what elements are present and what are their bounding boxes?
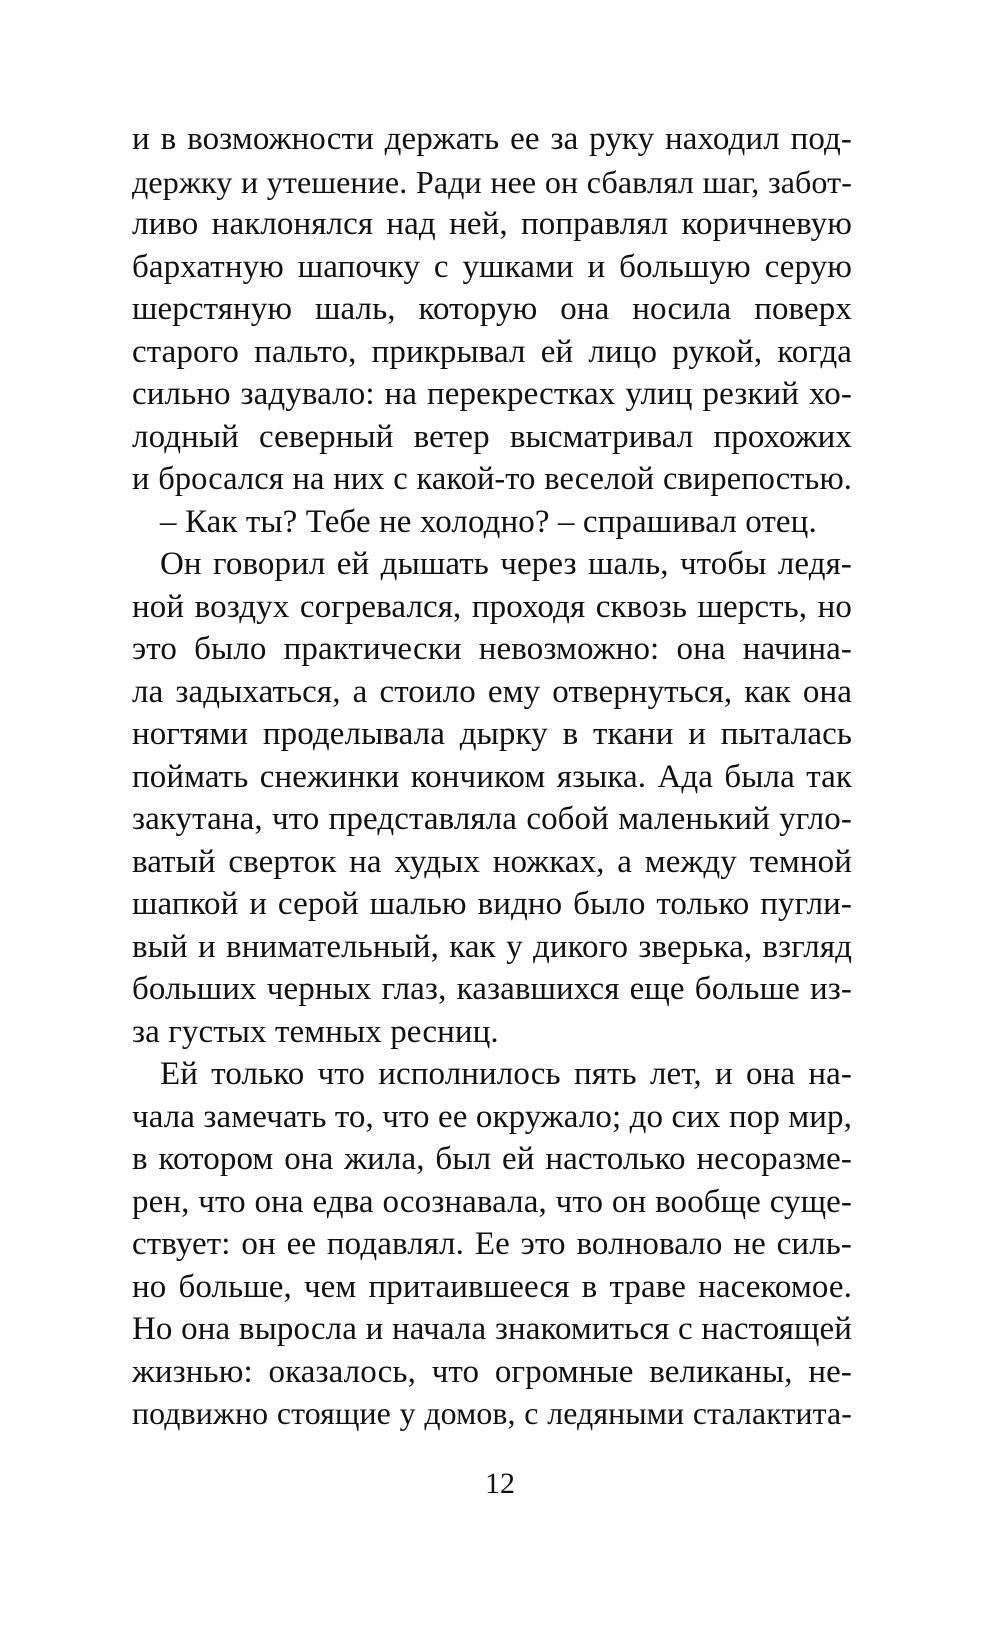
- text-line: держку и утешение. Ради нее он сбавлял шаг, забот-: [132, 163, 852, 200]
- text-line: чала замечать то, что ее окружало; до сих пор мир,: [132, 1098, 852, 1135]
- text-line: поймать снежинки кончиком языка. Ада была так: [132, 758, 852, 795]
- text-line: ствует: он ее подавлял. Ее это волновало не силь-: [132, 1226, 852, 1262]
- text-line: ватый сверток на худых ножках, а между темной: [132, 843, 852, 880]
- text-line: закутана, что представляла собой маленький угло-: [132, 801, 852, 837]
- text-line: и бросался на них с какой-то веселой свирепостью.: [132, 461, 852, 497]
- text-line: лодный северный ветер высматривал прохожих: [132, 418, 852, 455]
- text-line: подвижно стоящие у домов, с ледяными сталактита-: [132, 1396, 852, 1431]
- paragraph-last-line: за густых темных ресниц.: [132, 1013, 499, 1050]
- text-line: и в возможности держать ее за руку находил под-: [132, 121, 852, 157]
- text-line: в котором она жила, был ей настолько несоразме-: [132, 1141, 852, 1177]
- page-number: 12: [485, 1467, 515, 1500]
- paragraph-first-line: Он говорил ей дышать через шаль, чтобы ледя-: [160, 546, 852, 582]
- body-text: [132, 118, 852, 1436]
- text-line: это было практически невозможно: она начина-: [132, 631, 852, 667]
- text-line: рен, что она едва осознавала, что он вообще суще-: [132, 1183, 852, 1220]
- text-line: но больше, чем притаившееся в траве насекомое.: [132, 1268, 852, 1305]
- text-line: шапкой и серой шалью видно было только пугли-: [132, 886, 852, 922]
- text-line: ной воздух согревался, проходя сквозь шерсть, но: [132, 588, 852, 625]
- text-line: бархатную шапочку с ушками и большую серую: [132, 248, 852, 285]
- text-line: ногтями проделывала дырку в ткани и пыталась: [132, 716, 852, 752]
- text-line: ливо наклонялся над ней, поправлял коричневую: [132, 206, 852, 242]
- text-line: шерстяную шаль, которую она носила поверх: [132, 291, 852, 327]
- text-line: больших черных глаз, казавшихся еще больше из-: [132, 971, 852, 1007]
- text-line: вый и внимательный, как у дикого зверька, взгляд: [132, 928, 852, 965]
- text-line: старого пальто, прикрывал ей лицо рукой, когда: [132, 333, 852, 370]
- dialogue-line: – Как ты? Тебе не холодно? – спрашивал отец.: [160, 503, 817, 540]
- text-line: Но она выросла и начала знакомиться с настоящей: [132, 1311, 852, 1347]
- text-line: сильно задувало: на перекрестках улиц резкий хо-: [132, 376, 852, 412]
- text-line: ла задыхаться, а стоило ему отвернуться, как она: [132, 673, 852, 710]
- paragraph-first-line: Ей только что исполнилось пять лет, и она на-: [160, 1056, 852, 1092]
- text-line: жизнью: оказалось, что огромные великаны, не-: [132, 1353, 852, 1390]
